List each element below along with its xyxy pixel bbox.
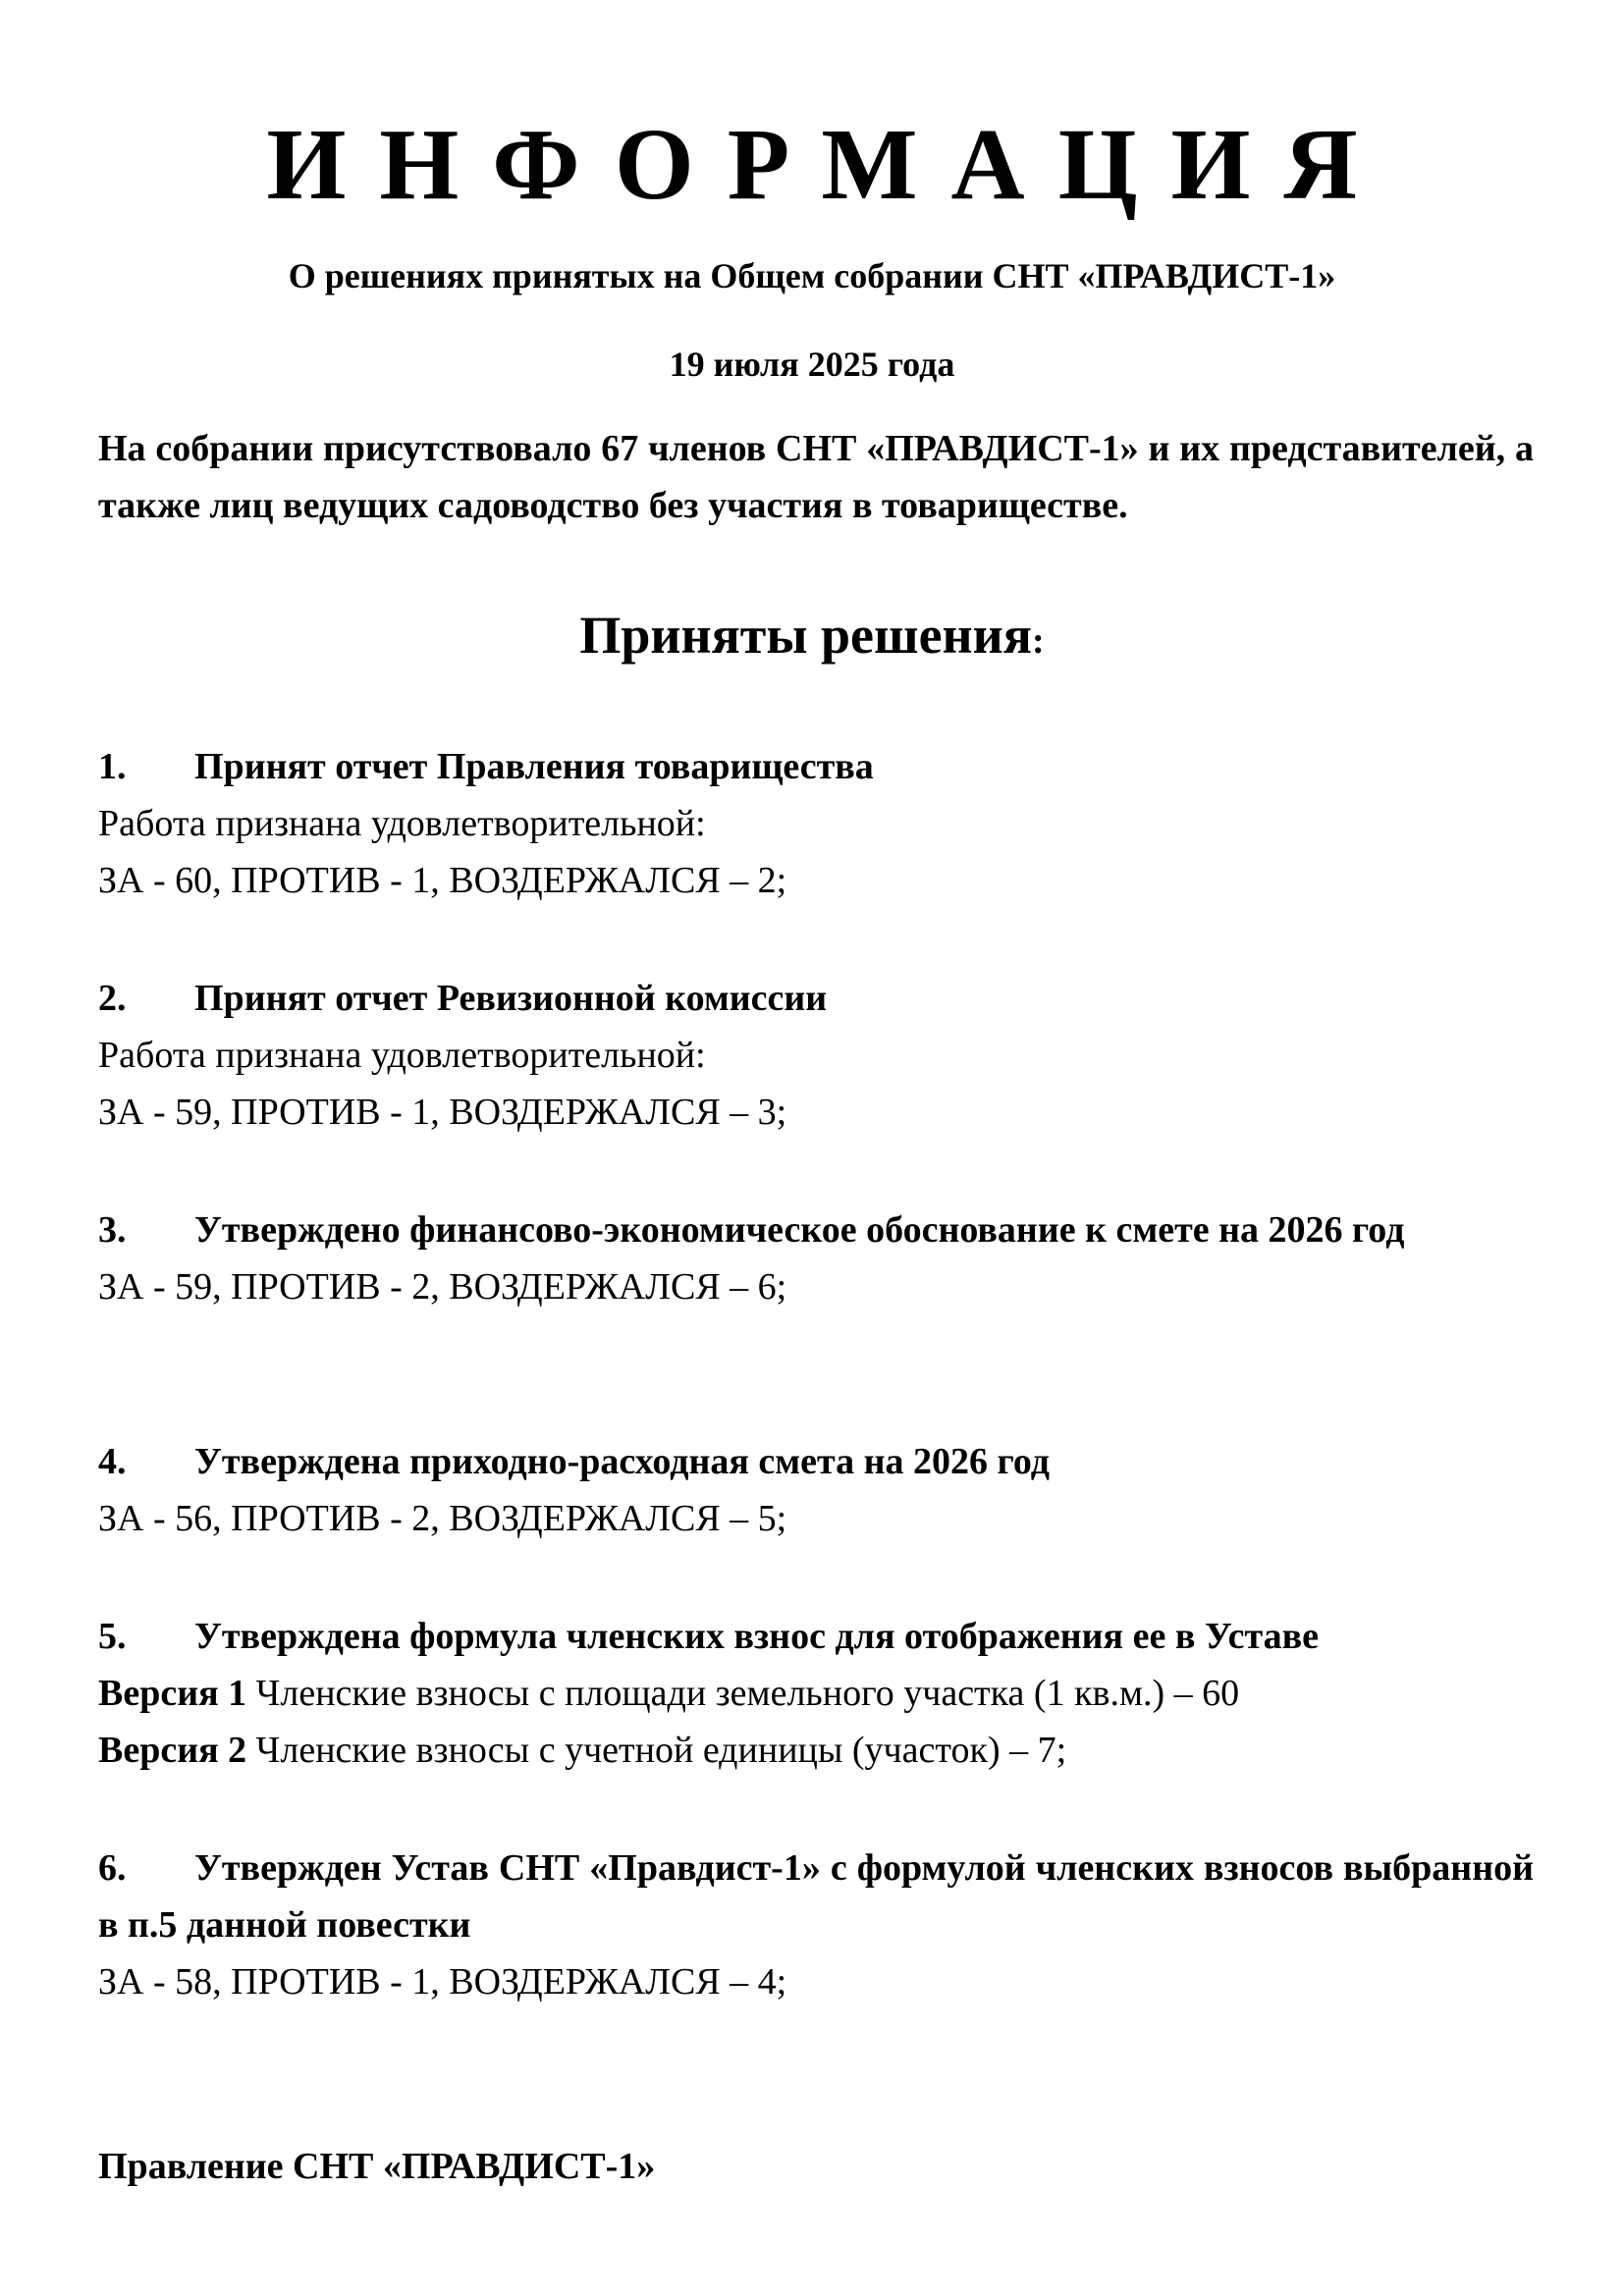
decision-note: Работа признана удовлетворительной: [98,803,706,844]
decision-title-text: Утверждена формула членских взнос для отображения ее в Уставе [194,1616,1320,1657]
decisions-heading [0,601,1624,675]
decision-number: 6. [98,1847,127,1889]
decision-number: 4. [98,1441,127,1482]
decision-title [98,1201,1534,1258]
decision-number: 5. [98,1616,127,1657]
decision-votes: ЗА - 59, ПРОТИВ - 1, ВОЗДЕРЖАЛСЯ – 3; [98,1092,787,1133]
decision-title [98,1433,1534,1490]
version-1-label: Версия 1 [98,1673,247,1714]
decision-title-text: Утвержден Устав СНТ «Правдист-1» с формулой членских взносов выбранной в п.5 данной повестки [98,1847,1534,1946]
intro-paragraph: На собрании присутствовало 67 членов СНТ «ПРАВДИСТ-1» и их представителей, а также лиц ведущих садоводство без участия в товариществе. [98,428,1534,526]
decision-title [98,738,1534,795]
version-2-label: Версия 2 [98,1730,247,1771]
decision-title-text: Утверждена приходно-расходная смета на 2026 год [194,1441,1050,1482]
decision-title-text: Утверждено финансово-экономическое обоснование к смете на 2026 год [194,1209,1405,1251]
decision-item-5 [98,1608,1534,1779]
document-title: ИНФОРМАЦИЯ [266,108,1391,221]
decision-number: 3. [98,1209,127,1251]
decision-title [98,1608,1534,1665]
meeting-date: 19 июля 2025 года [669,345,955,384]
signature: Правление СНТ «ПРАВДИСТ-1» [98,2146,656,2187]
decision-votes: ЗА - 59, ПРОТИВ - 2, ВОЗДЕРЖАЛСЯ – 6; [98,1266,787,1308]
version-1-line [98,1665,1534,1722]
decision-item-2 [98,970,1534,1141]
version-2-text: Членские взносы с учетной единицы (участок) – 7; [246,1730,1067,1771]
decision-item-1 [98,738,1534,909]
decision-votes: ЗА - 56, ПРОТИВ - 2, ВОЗДЕРЖАЛСЯ – 5; [98,1498,787,1539]
decision-votes: ЗА - 58, ПРОТИВ - 1, ВОЗДЕРЖАЛСЯ – 4; [98,1961,787,2002]
decision-title [98,970,1534,1027]
decision-item-4 [98,1433,1534,1547]
version-1-text: Членские взносы с площади земельного участка (1 кв.м.) – 60 [246,1673,1240,1714]
decision-note: Работа признана удовлетворительной: [98,1035,706,1076]
decision-number: 1. [98,746,127,787]
decision-number: 2. [98,978,127,1019]
version-2-line [98,1722,1534,1779]
decision-votes: ЗА - 60, ПРОТИВ - 1, ВОЗДЕРЖАЛСЯ – 2; [98,860,787,901]
decisions-heading-text: Приняты решения [579,606,1032,665]
decision-item-3 [98,1201,1534,1315]
decision-title-text: Принят отчет Ревизионной комиссии [194,978,828,1019]
document-subtitle: О решениях принятых на Общем собрании СНТ «ПРАВДИСТ-1» [288,256,1336,295]
decision-item-6 [98,1840,1534,2010]
decision-title [98,1840,1534,1953]
decisions-heading-colon: : [1032,620,1045,662]
decision-title-text: Принят отчет Правления товарищества [194,746,874,787]
